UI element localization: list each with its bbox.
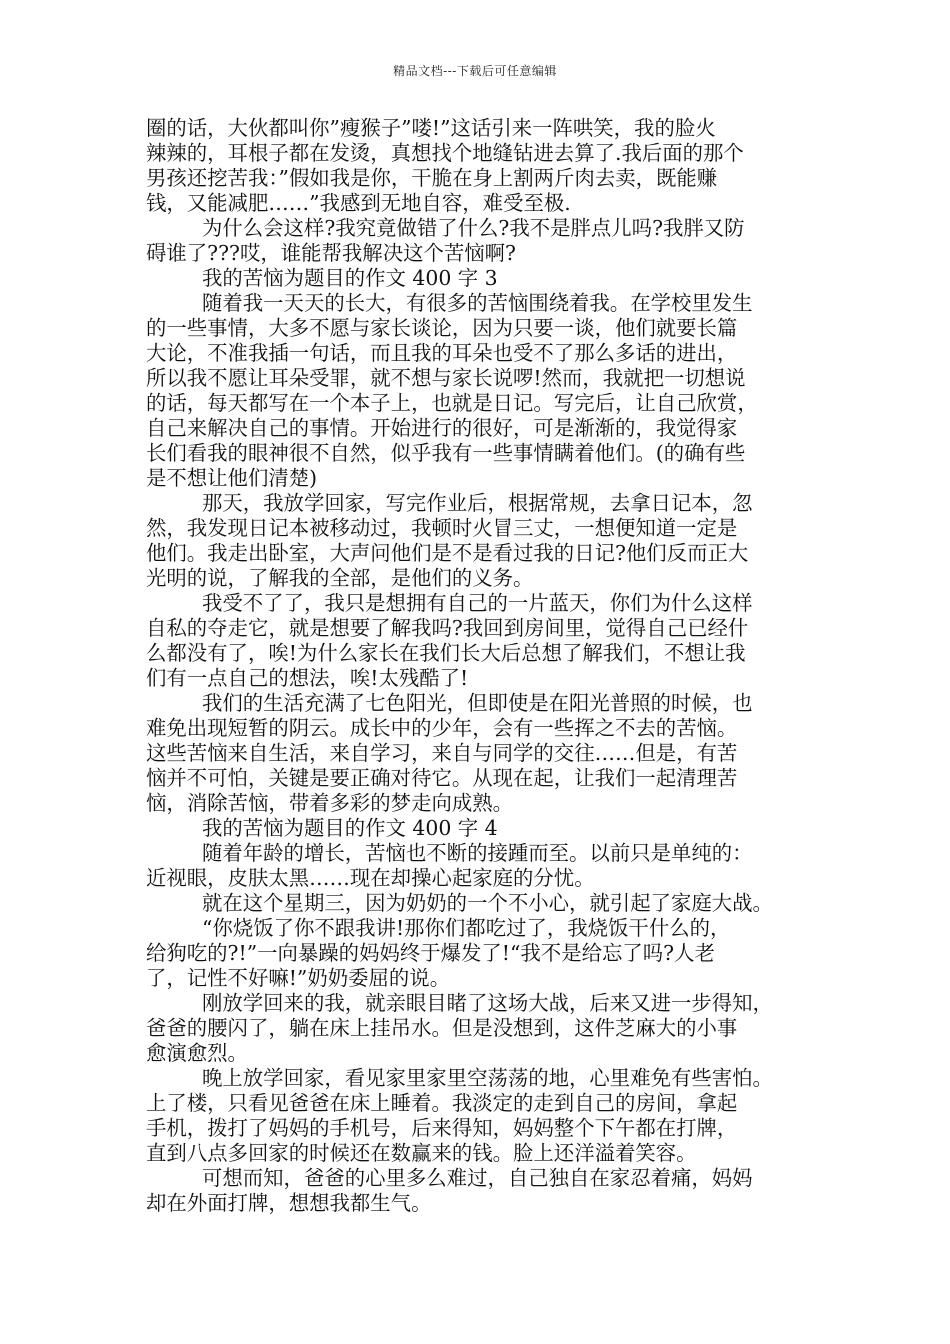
text-line: 随着年龄的增长，苦恼也不断的接踵而至。以前只是单纯的： xyxy=(202,841,753,865)
text-line: 大论，不准我插一句话，而且我的耳朵也受不了那么多话的进出， xyxy=(146,341,738,365)
text-line: 的话，每天都写在一个本子上，也就是日记。写完后，让自己欣赏， xyxy=(146,391,758,415)
page-header: 精品文档---下载后可任意编辑 xyxy=(393,64,557,78)
text-line: 爸爸的腰闪了，躺在床上挂吊水。但是没想到，这件芝麻大的小事 xyxy=(146,1016,738,1040)
text-line: 恼并不可怕，关键是要正确对待它。从现在起，让我们一起清理苦 xyxy=(146,766,738,790)
text-line: 我的苦恼为题目的作文 400 字 3 xyxy=(202,266,498,290)
text-line: 愈演愈烈。 xyxy=(146,1041,248,1065)
text-line: 长们看我的眼神很不自然，似乎我有一些事情瞒着他们。(的确有些 xyxy=(146,441,746,465)
text-line: “你烧饭了你不跟我讲!那你们都吃过了，我烧饭干什么的， xyxy=(202,916,731,940)
document-body xyxy=(146,116,816,1216)
text-line: 就在这个星期三，因为奶奶的一个不小心，就引起了家庭大战。 xyxy=(202,891,773,915)
text-line: 碍谁了???哎，谁能帮我解决这个苦恼啊? xyxy=(146,241,516,265)
text-line: 么都没有了，唉!为什么家长在我们长大后总想了解我们，不想让我 xyxy=(146,641,746,665)
text-line: 这些苦恼来自生活，来自学习，来自与同学的交往……但是，有苦 xyxy=(146,741,738,765)
text-line: 们有一点自己的想法，唉!太残酷了! xyxy=(146,666,469,690)
text-line: 自私的夺走它，就是想要了解我吗?我回到房间里，觉得自己已经什 xyxy=(146,616,749,640)
text-line: 为什么会这样?我究竟做错了什么?我不是胖点儿吗?我胖又防 xyxy=(202,216,745,240)
text-line: 辣辣的，耳根子都在发烫，真想找个地缝钻进去算了.我后面的那个 xyxy=(146,141,744,165)
text-line: 刚放学回来的我，就亲眼目睹了这场大战，后来又进一步得知， xyxy=(202,991,773,1015)
text-line: 圈的话，大伙都叫你”瘦猴子”喽!”这话引来一阵哄笑，我的脸火 xyxy=(146,116,716,140)
text-line: 随着我一天天的长大，有很多的苦恼围绕着我。在学校里发生 xyxy=(202,291,753,315)
text-line: 然，我发现日记本被移动过，我顿时火冒三丈，一想便知道一定是 xyxy=(146,516,738,540)
text-line: 了，记性不好嘛!”奶奶委屈的说。 xyxy=(146,966,451,990)
text-line: 是不想让他们清楚) xyxy=(146,466,318,490)
text-line: 所以我不愿让耳朵受罪，就不想与家长说啰!然而，我就把一切想说 xyxy=(146,366,746,390)
text-line: 给狗吃的?!”一向暴躁的妈妈终于爆发了!“我不是给忘了吗?人老 xyxy=(146,941,715,965)
text-line: 上了楼，只看见爸爸在床上睡着。我淡定的走到自己的房间，拿起 xyxy=(146,1091,738,1115)
text-line: 光明的说，了解我的全部，是他们的义务。 xyxy=(146,566,534,590)
text-line: 男孩还挖苦我：”假如我是你，干脆在身上割两斤肉去卖，既能赚 xyxy=(146,166,718,190)
text-line: 晚上放学回家，看见家里家里空荡荡的地，心里难免有些害怕。 xyxy=(202,1066,773,1090)
text-line: 可想而知，爸爸的心里多么难过，自己独自在家忍着痛，妈妈 xyxy=(202,1166,753,1190)
text-line: 我的苦恼为题目的作文 400 字 4 xyxy=(202,816,498,840)
text-line: 的一些事情，大多不愿与家长谈论，因为只要一谈，他们就要长篇 xyxy=(146,316,738,340)
text-line: 却在外面打牌，想想我都生气。 xyxy=(146,1191,432,1215)
text-line: 钱，又能减肥……”我感到无地自容，难受至极. xyxy=(146,191,571,215)
text-line: 近视眼，皮肤太黑……现在却操心起家庭的分忧。 xyxy=(146,866,595,890)
text-line: 难免出现短暂的阴云。成长中的少年，会有一些挥之不去的苦恼。 xyxy=(146,716,738,740)
text-line: 他们。我走出卧室，大声问他们是不是看过我的日记?他们反而正大 xyxy=(146,541,749,565)
text-line: 手机，拨打了妈妈的手机号，后来得知，妈妈整个下午都在打牌， xyxy=(146,1116,738,1140)
text-line: 我受不了了，我只是想拥有自己的一片蓝天，你们为什么这样 xyxy=(202,591,753,615)
text-line: 恼，消除苦恼，带着多彩的梦走向成熟。 xyxy=(146,791,514,815)
text-line: 直到八点多回家的时候还在数赢来的钱。脸上还洋溢着笑容。 xyxy=(146,1141,697,1165)
text-line: 自己来解决自己的事情。开始进行的很好，可是渐渐的，我觉得家 xyxy=(146,416,738,440)
text-line: 那天，我放学回家，写完作业后，根据常规，去拿日记本，忽 xyxy=(202,491,753,515)
text-line: 我们的生活充满了七色阳光，但即使是在阳光普照的时候，也 xyxy=(202,691,753,715)
